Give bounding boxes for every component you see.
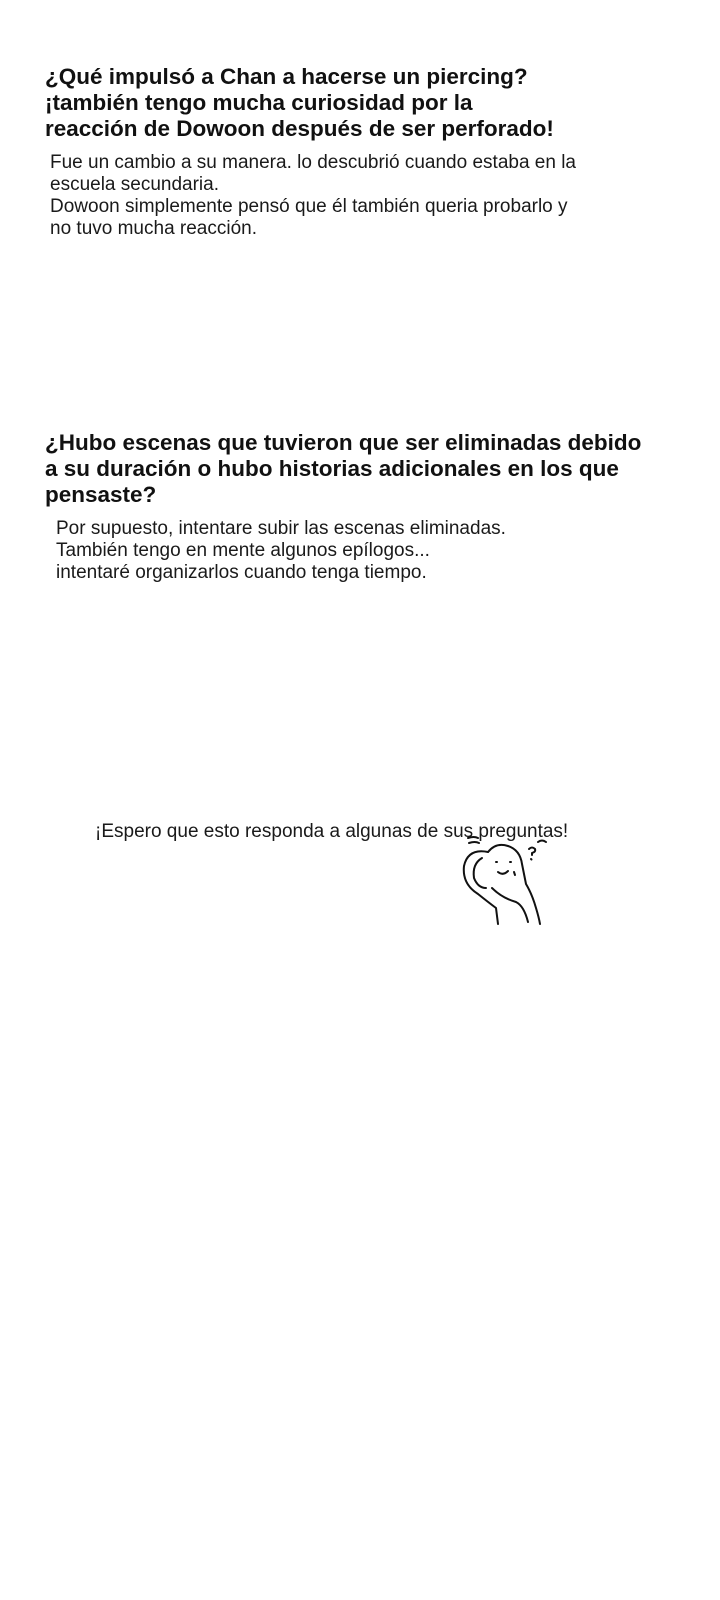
closing-message: ¡Espero que esto responda a algunas de sus preguntas! [95,821,569,842]
answer-text [56,518,720,584]
question-line: pensaste? [45,482,157,507]
qa-section-piercing [0,64,720,240]
answer-text [50,152,720,240]
question-line: a su duración o hubo historias adicionales en los que [45,456,619,481]
answer-line: Dowoon simplemente pensó que él también queria probarlo y [50,196,568,217]
question-line: ¿Hubo escenas que tuvieron que ser eliminadas debido [45,430,642,455]
answer-line: Por supuesto, intentare subir las escenas eliminadas. [56,518,506,539]
question-heading [45,64,720,142]
qa-section-deleted-scenes [0,430,720,584]
question-line: ¿Qué impulsó a Chan a hacerse un piercing? [45,64,528,89]
answer-line: intentaré organizarlos cuando tenga tiempo. [56,562,427,583]
question-line: reacción de Dowoon después de ser perforado! [45,116,554,141]
answer-line: Fue un cambio a su manera. lo descubrió cuando estaba en la [50,152,576,173]
question-heading [45,430,720,508]
answer-line: También tengo en mente algunos epílogos... [56,540,430,561]
answer-line: no tuvo mucha reacción. [50,218,258,239]
answer-line: escuela secundaria. [50,174,219,195]
question-line: ¡también tengo mucha curiosidad por la [45,90,473,115]
thinking-character-doodle-icon [452,832,556,928]
